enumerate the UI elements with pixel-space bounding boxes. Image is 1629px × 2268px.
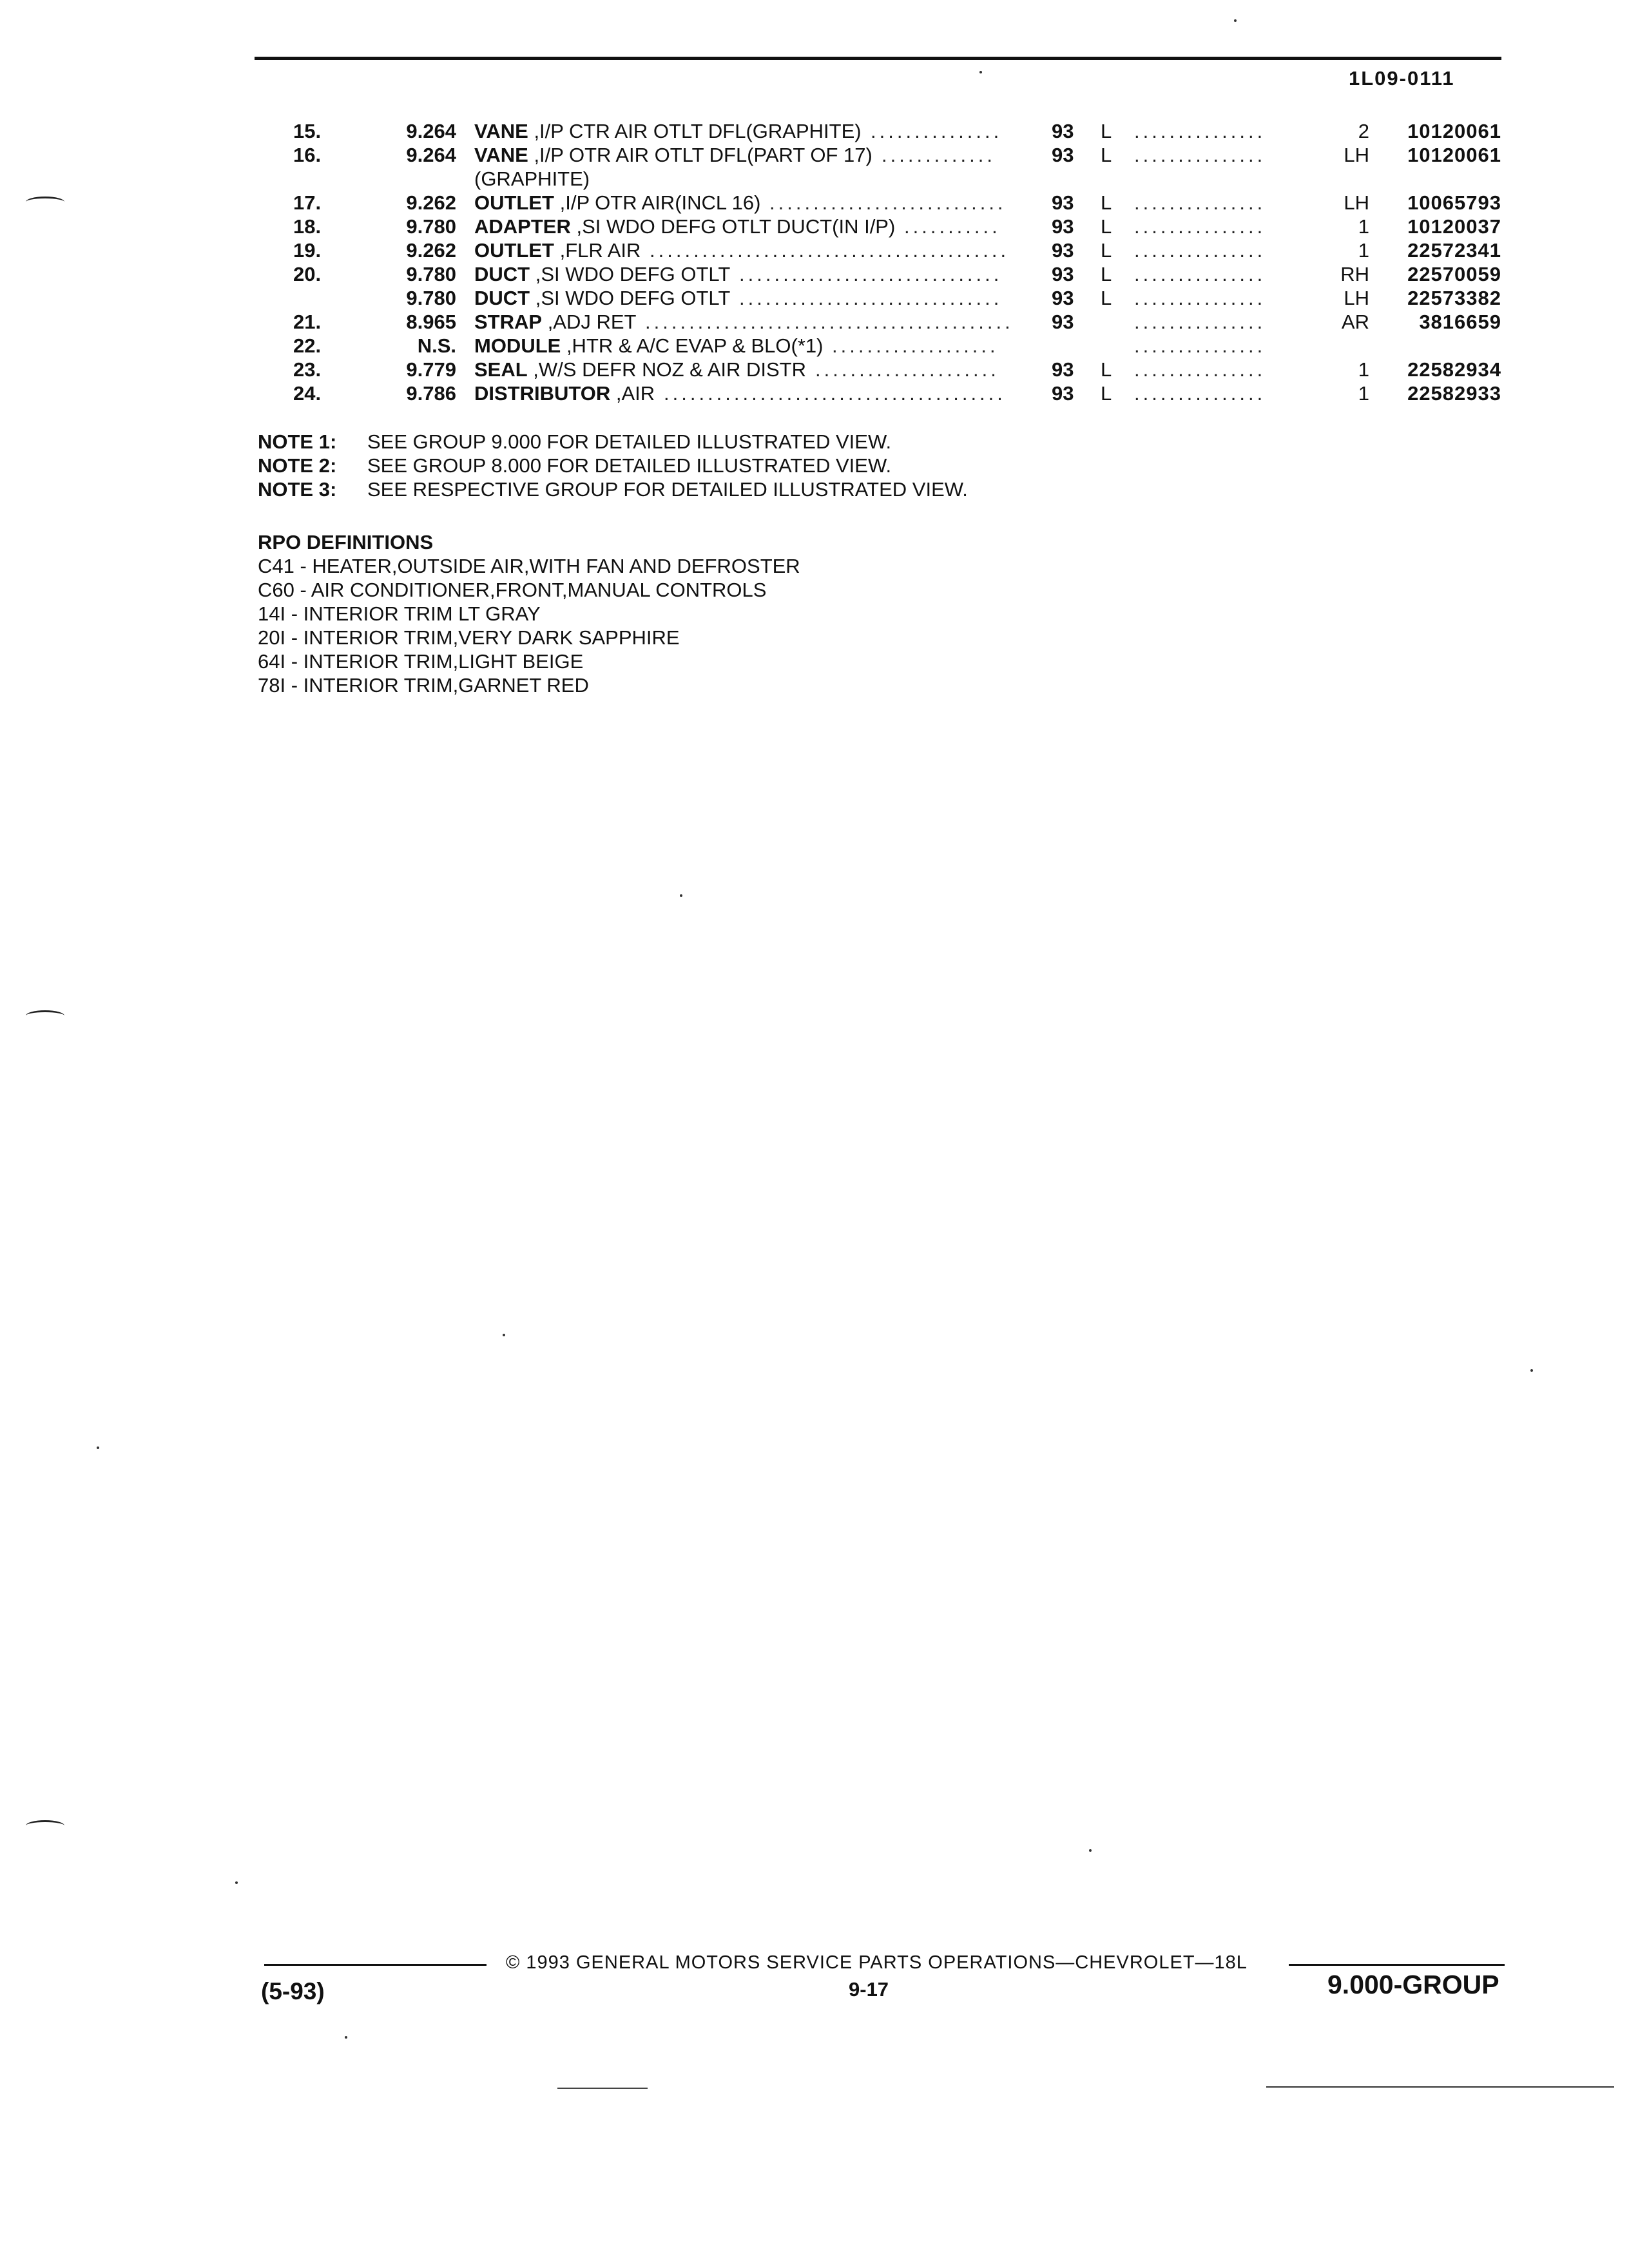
parts-name: VANE (474, 120, 528, 142)
parts-description (474, 358, 806, 381)
parts-quantity: 1 (1358, 215, 1369, 238)
parts-item-number: 24. (293, 382, 322, 405)
parts-list (0, 119, 1629, 405)
rpo-item: C60 - AIR CONDITIONER,FRONT,MANUAL CONTROLS (258, 579, 767, 601)
parts-quantity: 1 (1358, 358, 1369, 381)
rpo-item: 20I - INTERIOR TRIM,VERY DARK SAPPHIRE (258, 626, 680, 649)
parts-row (0, 334, 1629, 358)
parts-name: DUCT (474, 287, 530, 309)
scan-speck (345, 2036, 347, 2039)
header-rule (255, 57, 1501, 60)
parts-desc-text: ,SI WDO DEFG OTLT (530, 263, 731, 285)
parts-row (0, 238, 1629, 262)
parts-desc-text: ,W/S DEFR NOZ & AIR DISTR (527, 358, 806, 381)
parts-item-number: 17. (293, 191, 322, 214)
parts-item-number: 22. (293, 334, 322, 357)
dot-leader: ............... (1134, 144, 1266, 166)
parts-name: VANE (474, 144, 528, 166)
parts-description (474, 143, 872, 167)
scan-speck (680, 894, 682, 897)
parts-year: 93 (1052, 191, 1074, 214)
parts-group-number: 9.264 (406, 120, 456, 142)
parts-year: 93 (1052, 120, 1074, 142)
parts-name: OUTLET (474, 239, 554, 262)
dot-leader: ........... (904, 215, 1001, 238)
dot-leader: ..................... (815, 358, 999, 381)
dot-leader: .......................................... (645, 311, 1014, 333)
parts-row (0, 191, 1629, 215)
dot-leader: ................... (832, 334, 999, 357)
notes-section (258, 430, 968, 501)
parts-code: L (1101, 120, 1112, 142)
parts-row (0, 167, 1629, 191)
parts-group-number: 8.965 (406, 311, 456, 333)
parts-description (474, 381, 655, 405)
parts-name: DUCT (474, 263, 530, 285)
dot-leader: ............... (1134, 287, 1266, 309)
rpo-definitions (258, 530, 800, 697)
parts-item-number: 16. (293, 144, 322, 166)
dot-leader: .............................. (739, 263, 1003, 285)
punch-mark (26, 1820, 64, 1831)
revision-date: (5-93) (261, 1978, 325, 2004)
footer-rule-left (264, 1964, 487, 1966)
group-label: 9.000-GROUP (1327, 1970, 1499, 1999)
rpo-title: RPO DEFINITIONS (258, 531, 434, 553)
parts-desc-text: ,I/P OTR AIR OTLT DFL(PART OF 17) (528, 144, 872, 166)
parts-description (474, 334, 823, 358)
parts-part-number: 22570059 (1407, 263, 1501, 285)
parts-name: SEAL (474, 358, 528, 381)
parts-year: 93 (1052, 382, 1074, 405)
rpo-item: C41 - HEATER,OUTSIDE AIR,WITH FAN AND DEFROSTER (258, 555, 800, 577)
parts-group-number: 9.780 (406, 287, 456, 309)
dot-leader: ............. (882, 144, 996, 166)
parts-item-number: 19. (293, 239, 322, 262)
scan-speck (503, 1334, 505, 1336)
parts-item-number: 18. (293, 215, 322, 238)
scan-speck (97, 1446, 99, 1449)
dot-leader: ............... (1134, 215, 1266, 238)
copyright-line: © 1993 GENERAL MOTORS SERVICE PARTS OPERATIONS—CHEVROLET—18L (506, 1952, 1248, 1973)
parts-year: 93 (1052, 311, 1074, 333)
parts-row (0, 381, 1629, 405)
parts-quantity: LH (1344, 144, 1369, 166)
parts-code: L (1101, 382, 1112, 405)
parts-group-number: 9.780 (406, 263, 456, 285)
parts-item-number: 20. (293, 263, 322, 285)
parts-desc-text: ,ADJ RET (542, 311, 637, 333)
parts-desc-text: ,SI WDO DEFG OTLT (530, 287, 731, 309)
parts-name: ADAPTER (474, 215, 571, 238)
punch-mark (26, 197, 64, 207)
parts-row (0, 358, 1629, 381)
dot-leader: ............... (1134, 239, 1266, 262)
parts-quantity: 2 (1358, 120, 1369, 142)
parts-code: L (1101, 358, 1112, 381)
dot-leader: ............... (1134, 120, 1266, 142)
parts-part-number: 10065793 (1407, 191, 1501, 214)
parts-description (474, 262, 730, 286)
dot-leader: ............... (1134, 311, 1266, 333)
parts-group-number: 9.264 (406, 144, 456, 166)
parts-description (474, 286, 730, 310)
parts-code: L (1101, 263, 1112, 285)
parts-item-number: 23. (293, 358, 322, 381)
parts-part-number: 10120037 (1407, 215, 1501, 238)
dot-leader: ....................................... (664, 382, 1006, 405)
catalog-code: 1L09-0111 (1349, 67, 1455, 90)
parts-row (0, 119, 1629, 143)
parts-description (474, 215, 895, 238)
parts-desc-text: ,HTR & A/C EVAP & BLO(*1) (561, 334, 824, 357)
parts-quantity: 1 (1358, 382, 1369, 405)
parts-part-number: 10120061 (1407, 120, 1501, 142)
parts-group-number: 9.262 (406, 191, 456, 214)
parts-quantity: RH (1340, 263, 1369, 285)
parts-code: L (1101, 215, 1112, 238)
parts-year: 93 (1052, 358, 1074, 381)
parts-year: 93 (1052, 287, 1074, 309)
parts-name: DISTRIBUTOR (474, 382, 611, 405)
page-number: 9-17 (849, 1978, 889, 2001)
dot-leader: ........................... (769, 191, 1007, 214)
dot-leader: ............... (1134, 334, 1266, 357)
parts-code: L (1101, 191, 1112, 214)
parts-desc-text: ,FLR AIR (554, 239, 641, 262)
parts-desc-text: (GRAPHITE) (474, 168, 590, 190)
note-1: NOTE 1: SEE GROUP 9.000 FOR DETAILED ILLUSTRATED VIEW. (258, 430, 892, 453)
scan-line (1266, 2086, 1614, 2088)
dot-leader: ............... (1134, 358, 1266, 381)
parts-code: L (1101, 239, 1112, 262)
parts-name: OUTLET (474, 191, 554, 214)
parts-group-number: N.S. (417, 334, 456, 357)
scan-line (557, 2088, 648, 2089)
dot-leader: ............... (871, 120, 1003, 142)
dot-leader: ............... (1134, 382, 1266, 405)
rpo-item: 14I - INTERIOR TRIM LT GRAY (258, 602, 541, 625)
dot-leader: ......................................... (650, 239, 1010, 262)
parts-group-number: 9.780 (406, 215, 456, 238)
parts-description (474, 167, 590, 191)
scan-speck (1530, 1369, 1533, 1372)
dot-leader: ............... (1134, 191, 1266, 214)
scan-speck (979, 71, 982, 73)
rpo-item: 64I - INTERIOR TRIM,LIGHT BEIGE (258, 650, 584, 673)
parts-row (0, 286, 1629, 310)
parts-year: 93 (1052, 215, 1074, 238)
parts-part-number: 22573382 (1407, 287, 1501, 309)
parts-name: STRAP (474, 311, 543, 333)
parts-row (0, 215, 1629, 238)
parts-description (474, 238, 641, 262)
parts-part-number: 22582933 (1407, 382, 1501, 405)
parts-desc-text: ,I/P CTR AIR OTLT DFL(GRAPHITE) (528, 120, 862, 142)
parts-code: L (1101, 144, 1112, 166)
parts-group-number: 9.262 (406, 239, 456, 262)
parts-desc-text: ,SI WDO DEFG OTLT DUCT(IN I/P) (570, 215, 896, 238)
parts-description (474, 310, 636, 334)
parts-item-number: 15. (293, 120, 322, 142)
parts-quantity: LH (1344, 191, 1369, 214)
punch-mark (26, 1010, 64, 1021)
note-3: NOTE 3: SEE RESPECTIVE GROUP FOR DETAILED ILLUSTRATED VIEW. (258, 478, 968, 501)
parts-part-number: 3816659 (1419, 311, 1501, 333)
parts-part-number: 22572341 (1407, 239, 1501, 262)
footer-rule-right (1289, 1964, 1505, 1966)
parts-year: 93 (1052, 263, 1074, 285)
parts-description (474, 119, 862, 143)
scan-speck (1089, 1849, 1092, 1852)
dot-leader: ............... (1134, 263, 1266, 285)
parts-desc-text: ,I/P OTR AIR(INCL 16) (554, 191, 761, 214)
parts-row (0, 143, 1629, 167)
parts-description (474, 191, 760, 215)
scan-speck (235, 1881, 238, 1884)
parts-group-number: 9.779 (406, 358, 456, 381)
rpo-item: 78I - INTERIOR TRIM,GARNET RED (258, 674, 589, 697)
parts-quantity: 1 (1358, 239, 1369, 262)
parts-quantity: AR (1341, 311, 1369, 333)
parts-name: MODULE (474, 334, 561, 357)
parts-desc-text: ,AIR (610, 382, 655, 405)
parts-row (0, 310, 1629, 334)
parts-part-number: 10120061 (1407, 144, 1501, 166)
dot-leader: .............................. (739, 287, 1003, 309)
parts-item-number: 21. (293, 311, 322, 333)
parts-part-number: 22582934 (1407, 358, 1501, 381)
parts-code: L (1101, 287, 1112, 309)
scan-speck (1234, 19, 1237, 22)
note-2: NOTE 2: SEE GROUP 8.000 FOR DETAILED ILLUSTRATED VIEW. (258, 454, 892, 477)
parts-quantity: LH (1344, 287, 1369, 309)
parts-year: 93 (1052, 239, 1074, 262)
parts-year: 93 (1052, 144, 1074, 166)
parts-row (0, 262, 1629, 286)
parts-group-number: 9.786 (406, 382, 456, 405)
